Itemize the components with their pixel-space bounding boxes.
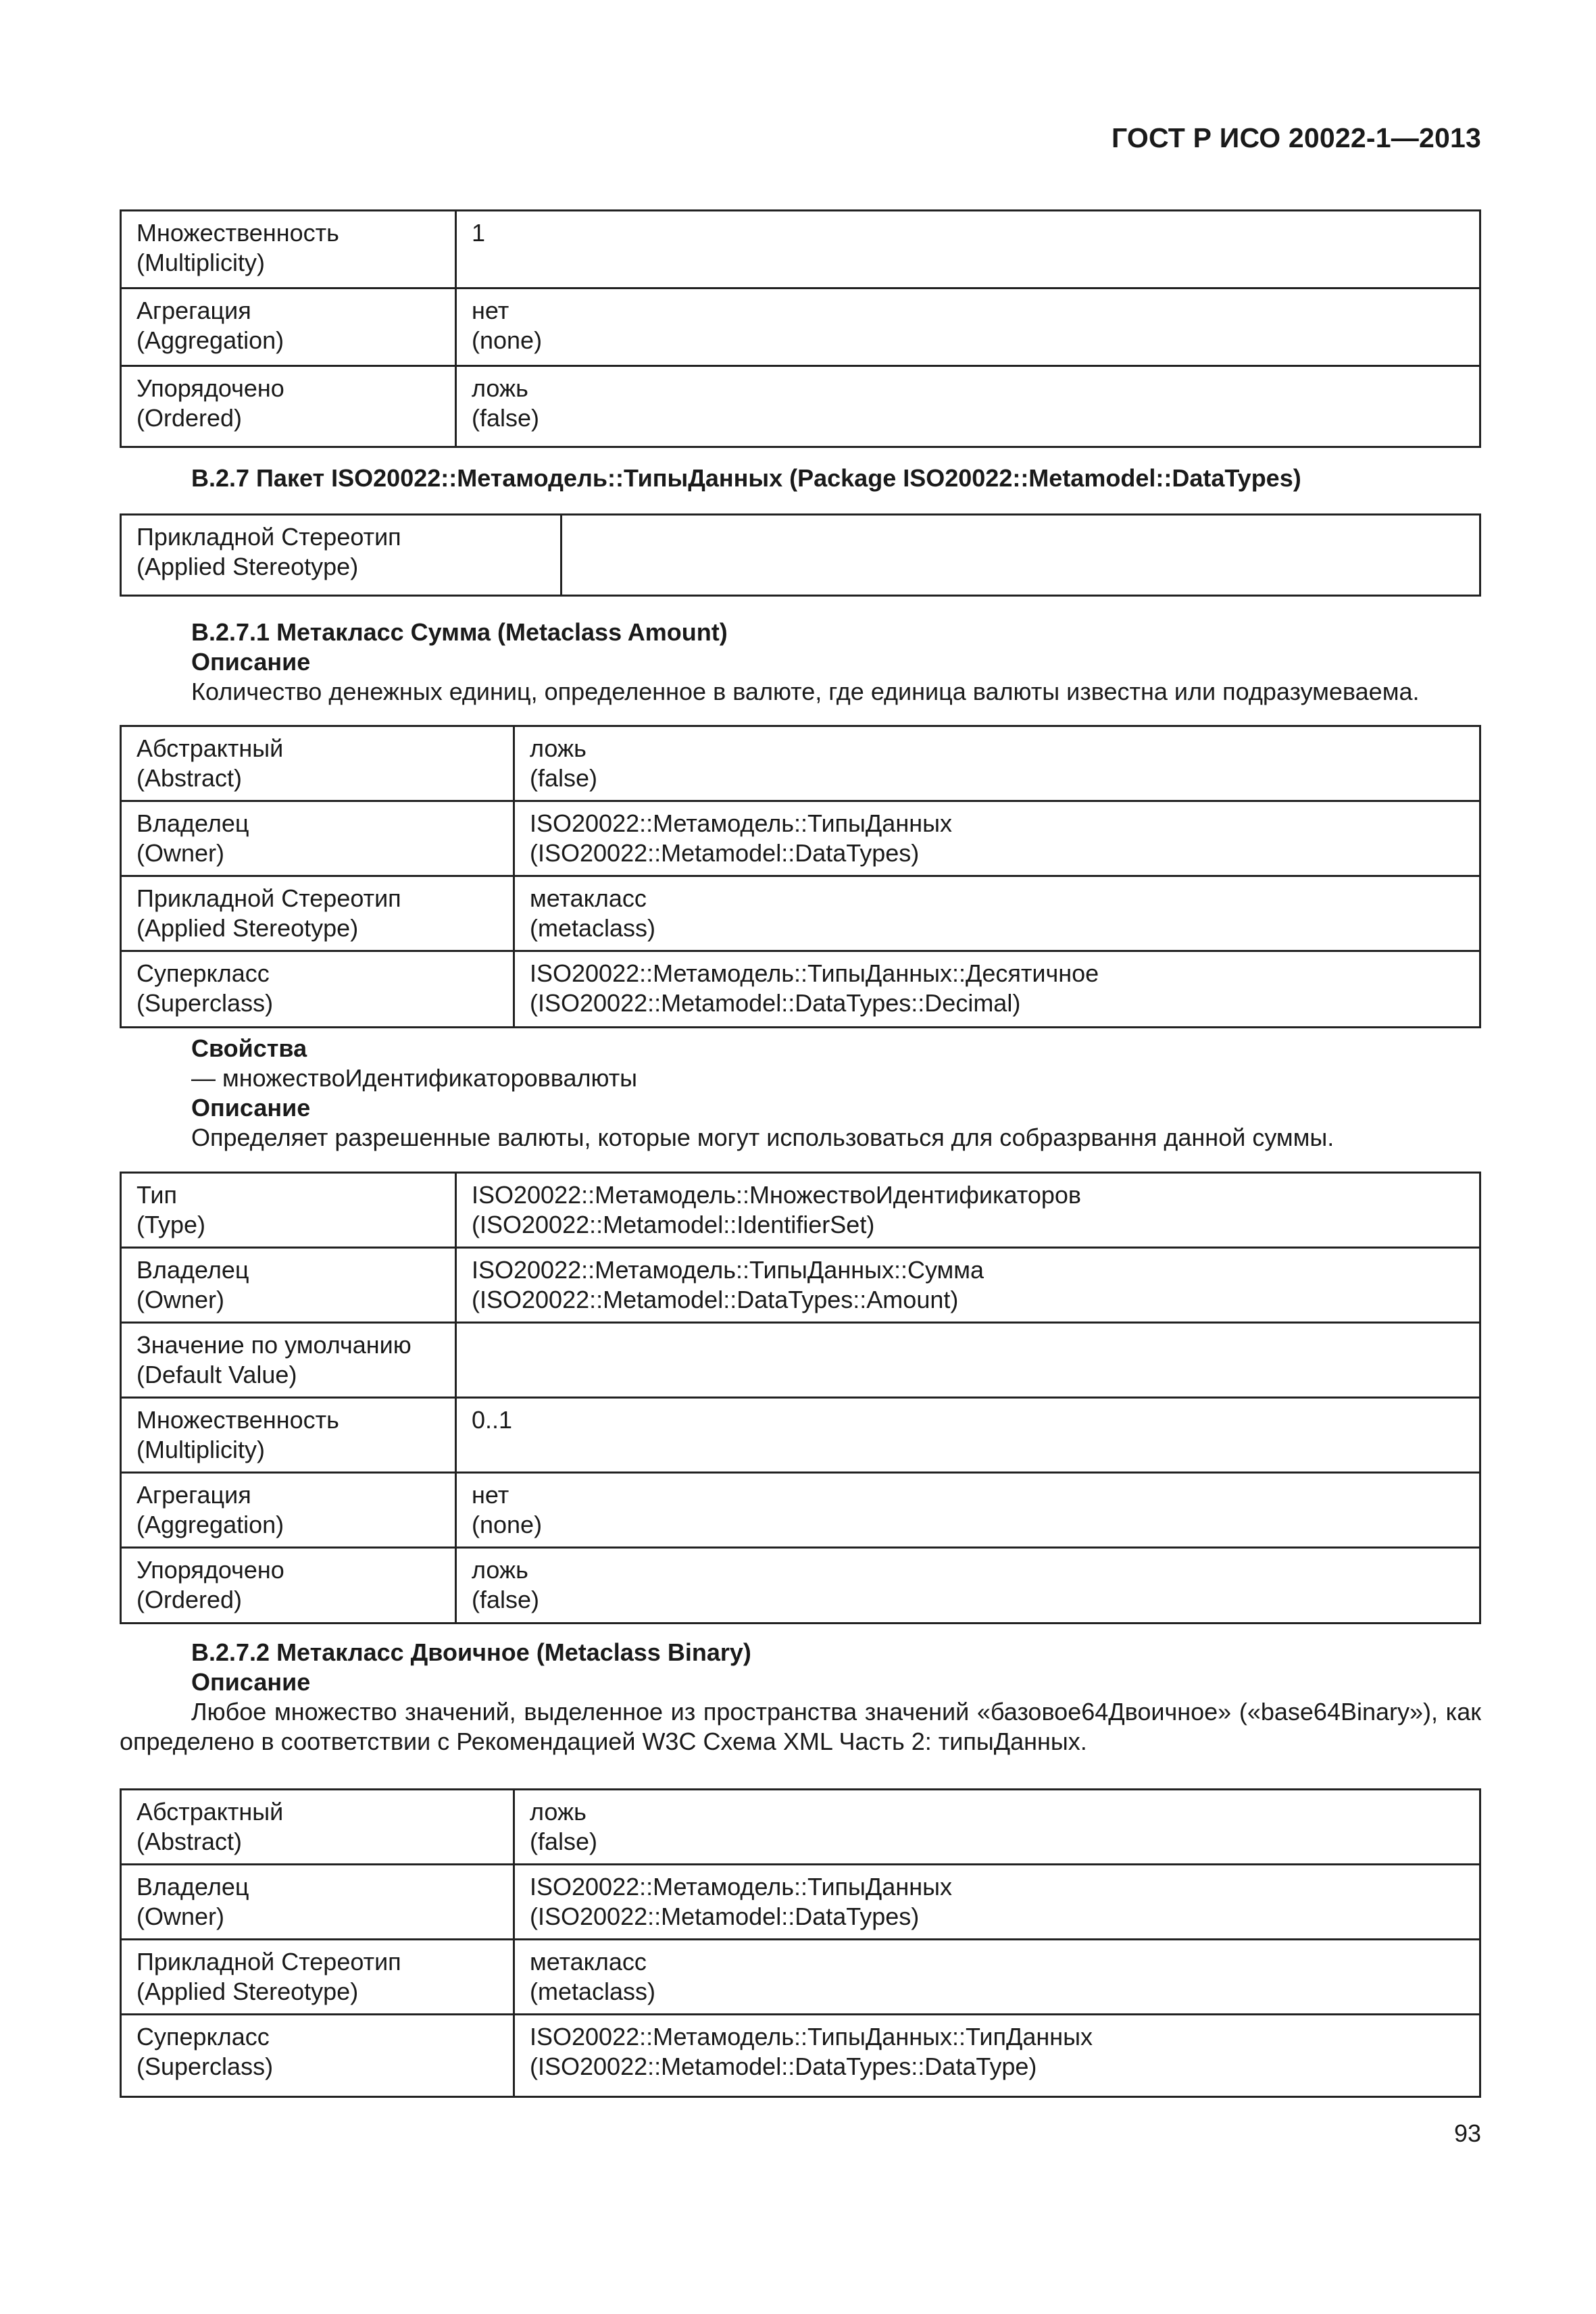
property-value-line: 1	[472, 219, 486, 247]
property-name-cell	[121, 726, 514, 801]
property-value-cell	[456, 1548, 1480, 1624]
property-value-cell	[456, 1473, 1480, 1548]
property-name-cell	[121, 288, 456, 366]
property-name-line: Прикладной Стереотип	[136, 523, 401, 551]
property-name-line: Владелец	[136, 1256, 249, 1284]
table-row	[121, 515, 1480, 596]
property-name-line: Владелец	[136, 1873, 249, 1901]
currency-property-table	[120, 1172, 1481, 1624]
property-name-cell	[121, 366, 456, 447]
property-value-cell	[456, 211, 1480, 288]
property-value-cell	[514, 2015, 1480, 2097]
property-value-cell	[456, 366, 1480, 447]
property-name-line: (Multiplicity)	[136, 249, 266, 276]
property-value-cell	[514, 951, 1480, 1028]
table-row	[121, 1940, 1480, 2015]
property-value-cell	[514, 1790, 1480, 1865]
property-value-line: ложь	[472, 1556, 528, 1584]
property-value-line: (ISO20022::Metamodel::DataTypes)	[530, 839, 920, 867]
property-name-cell	[121, 876, 514, 951]
property-name-line: Значение по умолчанию	[136, 1331, 412, 1359]
property-value-cell	[514, 726, 1480, 801]
property-name-line: (Default Value)	[136, 1361, 297, 1388]
property-value-line: нет	[472, 297, 509, 324]
property-name-line: (Aggregation)	[136, 1511, 284, 1538]
document-id-header: ГОСТ Р ИСО 20022-1—2013	[1112, 122, 1481, 153]
table-row	[121, 1790, 1480, 1865]
property-name-line: (Ordered)	[136, 1586, 243, 1613]
property-name-cell	[121, 1248, 456, 1323]
property-value-cell	[456, 1323, 1480, 1398]
property-value-cell	[456, 1173, 1480, 1248]
table-row	[121, 1398, 1480, 1473]
property-name-line: Суперкласс	[136, 959, 270, 987]
property-value-cell	[456, 288, 1480, 366]
property-name-line: (Owner)	[136, 1903, 225, 1930]
property-name-line: (Ordered)	[136, 404, 243, 432]
property-value-line: (ISO20022::Metamodel::DataTypes::Amount)	[472, 1286, 959, 1313]
table-row	[121, 1323, 1480, 1398]
property-item: — множествоИдентификатороввалюты	[191, 1064, 638, 1092]
property-name-cell	[121, 1940, 514, 2015]
property-name-line: Множественность	[136, 1406, 339, 1434]
property-name-cell	[121, 1398, 456, 1473]
property-value-line: ISO20022::Метамодель::ТипыДанных::Десятичное	[530, 959, 1099, 987]
table-row	[121, 1473, 1480, 1548]
property-value-cell	[514, 876, 1480, 951]
property-name-line: Множественность	[136, 219, 339, 247]
property-value-line: (metaclass)	[530, 914, 656, 942]
section-b271-description-text: Количество денежных единиц, определенное в валюте, где единица валюты известна или подразумеваема.	[191, 678, 1420, 705]
property-name-line: (Applied Stereotype)	[136, 914, 359, 942]
property-value-line: ложь	[530, 734, 587, 762]
property-value-cell	[562, 515, 1480, 596]
table-row	[121, 801, 1480, 876]
property-name-line: (Aggregation)	[136, 326, 284, 354]
property-name-line: Абстрактный	[136, 1798, 284, 1826]
table-row	[121, 1248, 1480, 1323]
property-value-line: ISO20022::Метамодель::ТипыДанных::ТипДанных	[530, 2023, 1093, 2051]
property-name-line: Тип	[136, 1181, 178, 1209]
table-row	[121, 1865, 1480, 1940]
property-value-line: (ISO20022::Metamodel::DataTypes::DataType)	[530, 2053, 1037, 2080]
table-row	[121, 951, 1480, 1028]
property-name-cell	[121, 1790, 514, 1865]
property-name-line: (Superclass)	[136, 2053, 274, 2080]
property-name-line: (Abstract)	[136, 1828, 243, 1855]
property-value-line: нет	[472, 1481, 509, 1509]
property-name-line: Абстрактный	[136, 734, 284, 762]
property-name-cell	[121, 951, 514, 1028]
property-name-line: (Multiplicity)	[136, 1436, 266, 1463]
property-description-label: Описание	[191, 1094, 311, 1122]
property-value-line: метакласс	[530, 1948, 647, 1976]
binary-metaclass-table	[120, 1788, 1481, 2098]
property-name-line: (Type)	[136, 1211, 206, 1238]
table-row	[121, 726, 1480, 801]
property-value-cell	[456, 1398, 1480, 1473]
table-row	[121, 211, 1480, 288]
property-name-line: (Applied Stereotype)	[136, 1978, 359, 2005]
property-value-line: (false)	[530, 1828, 598, 1855]
property-name-cell	[121, 2015, 514, 2097]
property-value-line: (none)	[472, 326, 543, 354]
property-name-cell	[121, 211, 456, 288]
property-value-line: 0..1	[472, 1406, 513, 1434]
package-stereotype-table	[120, 513, 1481, 597]
property-name-line: (Owner)	[136, 1286, 225, 1313]
property-value-line: (false)	[530, 764, 598, 792]
section-b272-title: В.2.7.2 Метакласс Двоичное (Metaclass Binary)	[191, 1638, 751, 1666]
section-b272-description-text: Любое множество значений, выделенное из пространства значений «базовое64Двоичное» («base64Binary»), как определено в соответствии с Рекомендацией W3C Схема XML Часть 2: типыДанных.	[120, 1698, 1481, 1755]
table-row	[121, 2015, 1480, 2097]
property-value-line: (ISO20022::Metamodel::DataTypes::Decimal)	[530, 989, 1021, 1017]
property-value-line: (false)	[472, 404, 540, 432]
property-value-cell	[514, 801, 1480, 876]
property-value-line: ISO20022::Метамодель::ТипыДанных	[530, 1873, 952, 1901]
property-name-line: Агрегация	[136, 1481, 251, 1509]
section-b271-description-label: Описание	[191, 648, 311, 676]
property-name-line: Агрегация	[136, 297, 251, 324]
property-value-line: (false)	[472, 1586, 540, 1613]
property-value-line: (ISO20022::Metamodel::DataTypes)	[530, 1903, 920, 1930]
property-name-cell	[121, 1173, 456, 1248]
table-row	[121, 876, 1480, 951]
property-value-cell	[456, 1248, 1480, 1323]
property-name-cell	[121, 801, 514, 876]
property-value-line: ISO20022::Метамодель::МножествоИдентификаторов	[472, 1181, 1082, 1209]
property-name-line: (Abstract)	[136, 764, 243, 792]
page-number: 93	[1453, 2119, 1481, 2147]
table-row	[121, 1548, 1480, 1624]
property-name-cell	[121, 1473, 456, 1548]
property-value-line: (ISO20022::Metamodel::IdentifierSet)	[472, 1211, 875, 1238]
table-row	[121, 366, 1480, 447]
table-row	[121, 288, 1480, 366]
property-name-cell	[121, 1323, 456, 1398]
property-value-line: ISO20022::Метамодель::ТипыДанных::Сумма	[472, 1256, 984, 1284]
amount-metaclass-table	[120, 725, 1481, 1028]
property-name-cell	[121, 1548, 456, 1624]
property-value-line: (none)	[472, 1511, 543, 1538]
property-value-line: ISO20022::Метамодель::ТипыДанных	[530, 809, 952, 837]
property-description-text: Определяет разрешенные валюты, которые могут использоваться для собразрвання данной суммы.	[191, 1124, 1335, 1151]
table-row	[121, 1173, 1480, 1248]
property-value-cell	[514, 1865, 1480, 1940]
section-b27-title: В.2.7 Пакет ISO20022::Метамодель::ТипыДанных (Package ISO20022::Metamodel::DataTypes)	[191, 464, 1301, 492]
property-value-line: ложь	[472, 374, 528, 402]
property-value-line: метакласс	[530, 884, 647, 912]
properties-table-1	[120, 209, 1481, 448]
property-name-line: Прикладной Стереотип	[136, 1948, 401, 1976]
properties-label: Свойства	[191, 1034, 307, 1062]
property-name-line: (Applied Stereotype)	[136, 553, 359, 580]
property-name-line: Владелец	[136, 809, 249, 837]
section-b272-description-label: Описание	[191, 1668, 311, 1696]
property-name-cell	[121, 1865, 514, 1940]
property-name-line: (Owner)	[136, 839, 225, 867]
property-name-line: Упорядочено	[136, 374, 284, 402]
property-name-line: Упорядочено	[136, 1556, 284, 1584]
property-name-line: Прикладной Стереотип	[136, 884, 401, 912]
section-b271-title: В.2.7.1 Метакласс Сумма (Metaclass Amount)	[191, 618, 728, 646]
property-value-line: ложь	[530, 1798, 587, 1826]
property-value-line: (metaclass)	[530, 1978, 656, 2005]
property-name-line: Суперкласс	[136, 2023, 270, 2051]
property-name-cell	[121, 515, 562, 596]
property-value-cell	[514, 1940, 1480, 2015]
property-name-line: (Superclass)	[136, 989, 274, 1017]
